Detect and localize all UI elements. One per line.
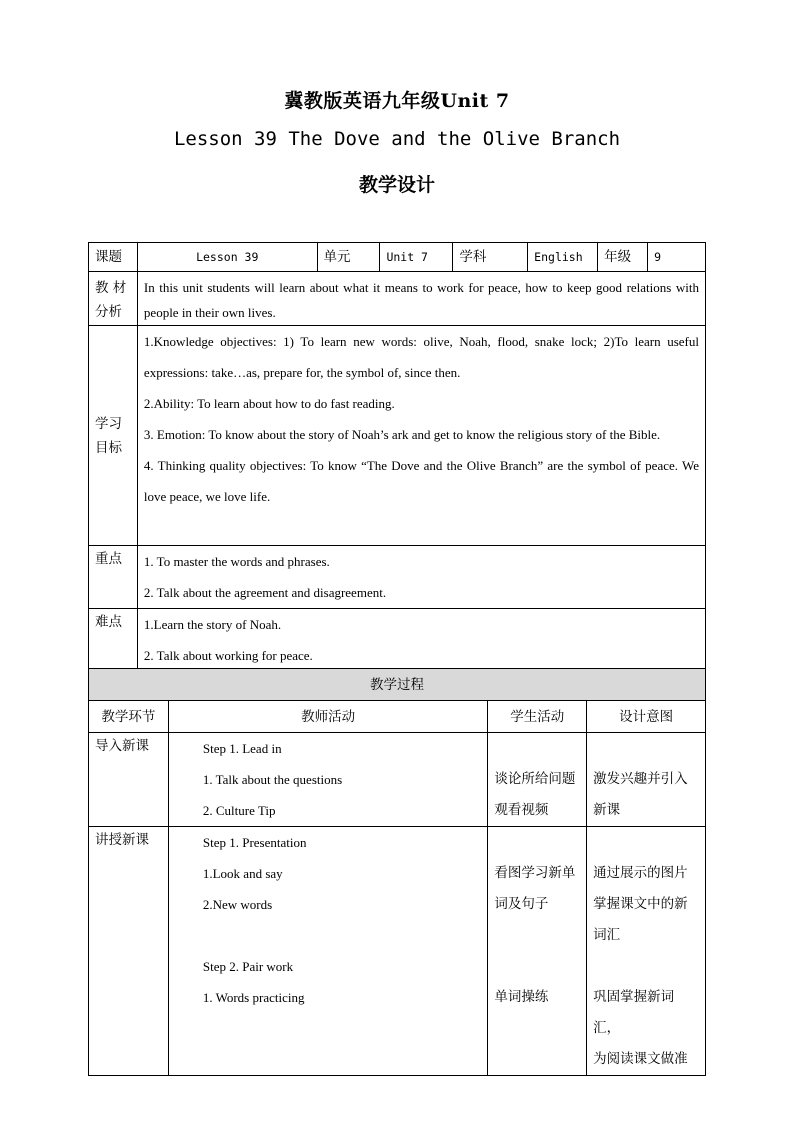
process-title: 教学过程: [89, 669, 706, 701]
unit-value: Unit 7: [380, 243, 453, 272]
topic-label: 课题: [89, 243, 138, 272]
objective-item: 1.Knowledge objectives: 1) To learn new words: olive, Noah, flood, snake lock; 2)To learn useful expressions: take…as, prepare for, the symbol of, since then.: [143, 334, 699, 380]
teacher-step: 2. Culture Tip: [202, 803, 276, 818]
key-point-item: 1. To master the words and phrases.: [143, 554, 330, 569]
teaching-process-table: [88, 668, 706, 1076]
grade-label: 年级: [598, 243, 648, 272]
objectives-label: 学习 目标: [89, 326, 138, 546]
design-intent: 通过展示的图片: [593, 865, 688, 881]
design-intent: 新课: [593, 802, 621, 818]
objectives-list: [137, 326, 705, 546]
teacher-step: Step 1. Presentation: [202, 835, 307, 850]
teacher-step: 1. Words practicing: [202, 990, 305, 1005]
design-intent: 掌握课文中的新: [593, 896, 688, 912]
teaching-student: [488, 827, 587, 1076]
subject-label: 学科: [453, 243, 528, 272]
design-intent-spacer: [593, 951, 699, 982]
student-activity: 单词操练: [494, 989, 549, 1005]
lead-in-student: [488, 733, 587, 827]
doc-title-line3: 教学设计: [358, 174, 435, 196]
design-intent: 为阅读课文做准: [593, 1051, 688, 1067]
teacher-step: 2.New words: [202, 897, 273, 912]
unit-label: 单元: [317, 243, 380, 272]
lead-in-intent: [587, 733, 706, 827]
difficulty-item: 1.Learn the story of Noah.: [143, 617, 282, 632]
objective-item: 4. Thinking quality objectives: To know “The Dove and the Olive Branch” are the symbol of peace. We love peace, we love life.: [143, 458, 699, 504]
stage-lead-in: 导入新课: [89, 733, 169, 827]
teaching-teacher: [168, 827, 487, 1076]
topic-value: Lesson 39: [137, 243, 317, 272]
lead-in-teacher: [168, 733, 487, 827]
difficulty-item: 2. Talk about working for peace.: [143, 648, 313, 663]
student-activity: 谈论所给问题: [494, 771, 576, 787]
design-intent: 巩固掌握新词汇，: [593, 989, 675, 1036]
difficulties-list: [137, 609, 705, 672]
student-activity: 看图学习新单: [494, 865, 576, 881]
teacher-step: Step 2. Pair work: [202, 959, 294, 974]
design-intent: 词汇: [593, 927, 621, 943]
student-activity-spacer: [494, 951, 580, 982]
key-points-list: [137, 546, 705, 609]
key-point-item: 2. Talk about the agreement and disagreement.: [143, 585, 387, 600]
teacher-step: Step 1. Lead in: [202, 741, 282, 756]
header-teacher: 教师活动: [168, 701, 487, 733]
analysis-label: 教 材 分析: [89, 272, 138, 326]
header-student: 学生活动: [488, 701, 587, 733]
teaching-intent: [587, 827, 706, 1076]
subject-value: English: [528, 243, 598, 272]
grade-value: 9: [648, 243, 706, 272]
lesson-info-table: [88, 242, 706, 672]
objective-item: 3. Emotion: To know about the story of Noah’s ark and get to know the religious story of the Bible.: [143, 427, 661, 442]
key-points-label: 重点: [89, 546, 138, 609]
teacher-step: 1. Talk about the questions: [202, 772, 343, 787]
difficulties-label: 难点: [89, 609, 138, 672]
teacher-step: 1.Look and say: [202, 866, 283, 881]
design-intent: 激发兴趣并引入: [593, 771, 688, 787]
header-stage: 教学环节: [89, 701, 169, 733]
student-activity: 词及句子: [494, 896, 549, 912]
stage-teaching: 讲授新课: [89, 827, 169, 1076]
objective-item: 2.Ability: To learn about how to do fast reading.: [143, 396, 395, 411]
student-activity-spacer: [494, 920, 580, 951]
analysis-text: In this unit students will learn about what it means to work for peace, how to keep good relations with people in their own lives.: [137, 272, 705, 326]
doc-title-line1: 冀教版英语九年级Unit 7: [284, 90, 510, 112]
doc-title-line2: Lesson 39 The Dove and the Olive Branch: [173, 128, 621, 150]
teacher-step-spacer: [203, 920, 481, 951]
header-intent: 设计意图: [587, 701, 706, 733]
student-activity: 观看视频: [494, 802, 549, 818]
